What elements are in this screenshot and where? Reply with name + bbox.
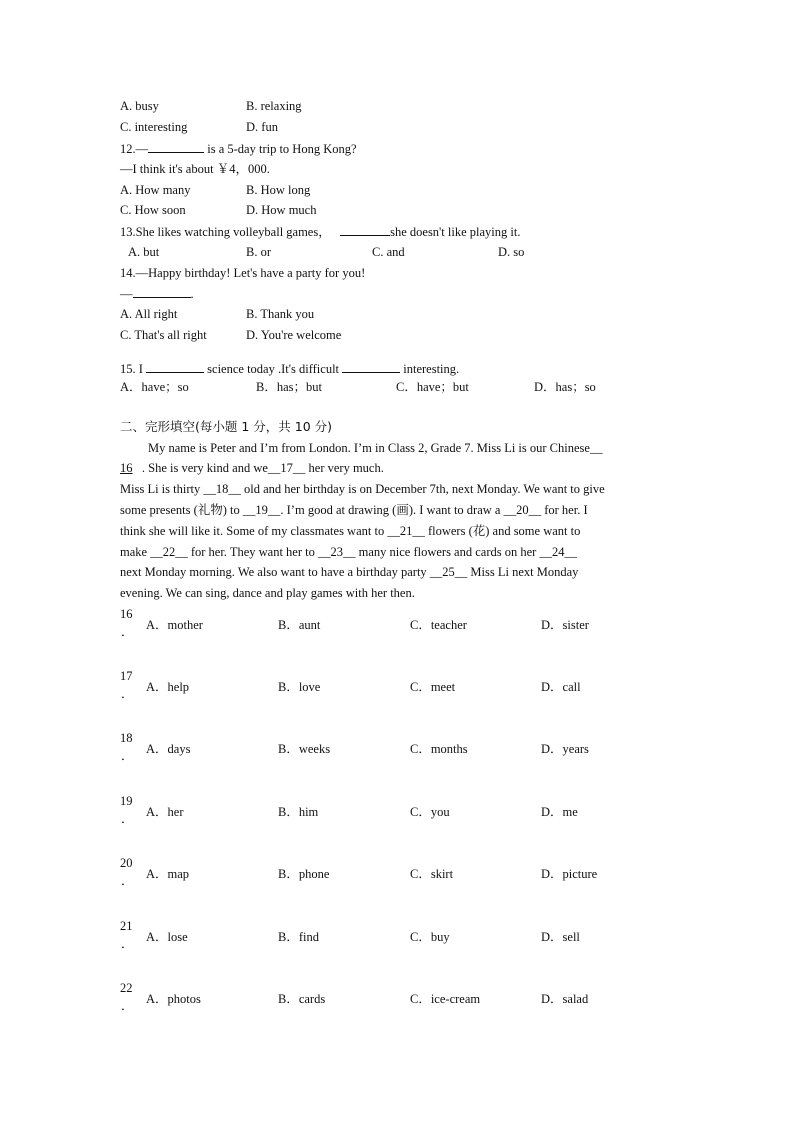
q14-suffix: . xyxy=(190,287,194,301)
option-a: A．her xyxy=(146,805,184,819)
q15-option-b: B．has；but xyxy=(256,380,322,394)
q15-part1: 15. I xyxy=(120,362,143,376)
q13-blank xyxy=(340,223,390,236)
q13-option-d: D. so xyxy=(498,245,525,259)
option-c: C．months xyxy=(410,742,468,756)
question-number: 20 xyxy=(120,856,133,870)
option-c: C．buy xyxy=(410,930,450,944)
q14-stem: 14.—Happy birthday! Let's have a party for you! xyxy=(120,266,366,280)
q13-stem xyxy=(120,223,520,240)
question-number: 16 xyxy=(120,607,133,621)
option-c: C．teacher xyxy=(410,618,467,632)
option-c: C．skirt xyxy=(410,867,454,881)
passage-line-2-text: . She is very kind and we__17__ her very much. xyxy=(141,461,384,475)
option-a: A．mother xyxy=(146,618,203,632)
q13-suffix: she doesn't like playing it. xyxy=(390,225,521,239)
option-d: D．years xyxy=(541,742,589,756)
option-b: B．him xyxy=(278,805,319,819)
q12-option-a: A. How many xyxy=(120,183,191,197)
q14-option-a: A. All right xyxy=(120,307,178,321)
q15-blank-2 xyxy=(342,360,400,373)
q12-option-d: D. How much xyxy=(246,203,317,217)
q11-option-c: C. interesting xyxy=(120,120,188,134)
question-number: 18 xyxy=(120,731,133,745)
question-dot: ． xyxy=(121,874,134,888)
q15-part3: interesting. xyxy=(403,362,460,376)
q14-option-b: B. Thank you xyxy=(246,307,315,321)
q15-option-d: D．has；so xyxy=(534,380,596,394)
option-b: B．weeks xyxy=(278,742,331,756)
passage-line-6: make __22__ for her. They want her to __23__ many nice flowers and cards on her __24__ xyxy=(120,545,577,559)
q12-blank xyxy=(148,140,204,153)
passage-line-5: think she will like it. Some of my classmates want to __21__ flowers (花) and some want to xyxy=(120,524,581,538)
passage-line-3: Miss Li is thirty __18__ old and her birthday is on December 7th, next Monday. We want to give xyxy=(120,482,605,496)
option-a: A．days xyxy=(146,742,191,756)
q14-option-d: D. You're welcome xyxy=(246,328,342,342)
blank-16: 16 xyxy=(120,461,133,475)
question-number: 22 xyxy=(120,981,133,995)
option-d: D．salad xyxy=(541,992,589,1006)
q13-option-a: A. but xyxy=(128,245,160,259)
question-dot: ． xyxy=(121,937,134,951)
q11-option-a: A. busy xyxy=(120,99,159,113)
option-c: C．you xyxy=(410,805,450,819)
q12-prefix: 12.— xyxy=(120,142,149,156)
passage-line-2 xyxy=(120,460,384,476)
q11-option-b: B. relaxing xyxy=(246,99,302,113)
q13-prefix: 13.She likes watching volleyball games， xyxy=(120,225,331,239)
question-number: 21 xyxy=(120,919,133,933)
q15-part2: science today .It's difficult xyxy=(207,362,340,376)
question-dot: ． xyxy=(121,687,134,701)
question-number: 17 xyxy=(120,669,133,683)
q12-option-c: C. How soon xyxy=(120,203,186,217)
q15-option-a: A．have；so xyxy=(120,380,189,394)
question-dot: ． xyxy=(121,999,134,1013)
passage-line-1: My name is Peter and I’m from London. I’m in Class 2, Grade 7. Miss Li is our Chinese__ xyxy=(148,441,603,455)
passage-line-8: evening. We can sing, dance and play games with her then. xyxy=(120,586,415,600)
q14-answer xyxy=(120,285,194,302)
section-2-heading: 二、完形填空(每小题 1 分，共 10 分) xyxy=(120,419,333,434)
option-d: D．picture xyxy=(541,867,598,881)
option-c: C．ice-cream xyxy=(410,992,481,1006)
q13-option-c: C. and xyxy=(372,245,405,259)
q13-option-b: B. or xyxy=(246,245,271,259)
option-b: B．love xyxy=(278,680,321,694)
question-number: 19 xyxy=(120,794,133,808)
q14-blank xyxy=(133,285,191,298)
option-d: D．sell xyxy=(541,930,580,944)
question-dot: ． xyxy=(121,625,134,639)
option-b: B．find xyxy=(278,930,319,944)
option-a: A．photos xyxy=(146,992,201,1006)
q14-option-c: C. That's all right xyxy=(120,328,207,342)
passage-line-4: some presents (礼物) to __19__. I’m good at drawing (画). I want to draw a __20__ for her. I xyxy=(120,503,588,517)
question-dot: ． xyxy=(121,812,134,826)
q14-prefix: — xyxy=(120,287,133,301)
question-dot: ． xyxy=(121,749,134,763)
option-c: C．meet xyxy=(410,680,456,694)
option-b: B．cards xyxy=(278,992,326,1006)
q15-stem xyxy=(120,360,459,377)
q11-option-d: D. fun xyxy=(246,120,278,134)
passage-line-7: next Monday morning. We also want to have a birthday party __25__ Miss Li next Monday xyxy=(120,565,579,579)
option-a: A．map xyxy=(146,867,190,881)
option-d: D．me xyxy=(541,805,578,819)
option-d: D．call xyxy=(541,680,581,694)
option-b: B．aunt xyxy=(278,618,321,632)
q12-suffix: is a 5-day trip to Hong Kong? xyxy=(204,142,357,156)
q12-stem xyxy=(120,140,357,157)
q12-answer: —I think it's about ￥4，000. xyxy=(120,162,270,176)
option-b: B．phone xyxy=(278,867,330,881)
option-d: D．sister xyxy=(541,618,589,632)
option-a: A．lose xyxy=(146,930,188,944)
q15-option-c: C．have；but xyxy=(396,380,469,394)
option-a: A．help xyxy=(146,680,190,694)
q12-option-b: B. How long xyxy=(246,183,311,197)
q15-blank-1 xyxy=(146,360,204,373)
